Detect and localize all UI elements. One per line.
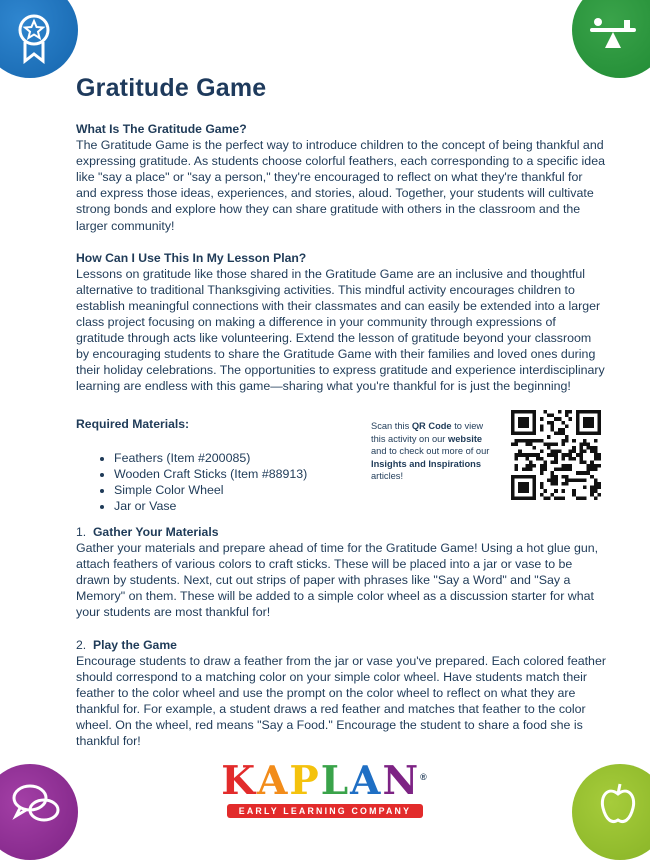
qr-code[interactable] bbox=[511, 410, 601, 500]
speech-badge-corner bbox=[0, 764, 78, 860]
seesaw-icon bbox=[588, 14, 638, 54]
step-title: Gather Your Materials bbox=[92, 525, 219, 539]
step-number: 2. bbox=[76, 637, 87, 652]
qr-text-part: articles! bbox=[371, 471, 404, 481]
section-heading: What Is The Gratitude Game? bbox=[76, 122, 247, 136]
qr-instructions bbox=[371, 420, 496, 483]
list-item: • Simple Color Wheel bbox=[114, 482, 356, 498]
list-item: • Wooden Craft Sticks (Item #88913) bbox=[114, 466, 356, 482]
qr-code-label: QR Code bbox=[411, 421, 452, 431]
section-body: Lessons on gratitude like those shared in the Gratitude Game are an inclusive and thoughtful alternative to traditional Thanksgiving activities. This mindful activity encourages children to establish meaningful connections with their classmates and can easily be extended into a larger class project focusing on making a difference in your community through expressions of gratitude through acts like volunteering. Extend the lesson of gratitude beyond your classroom by encouraging students to share the Gratitude Game with their families and loved ones during their holiday celebrations. The opportunities to express gratitude and experience interdisciplinary learning are endless with this game—sharing what you're thankful for is just the beginning! bbox=[76, 266, 605, 394]
award-ribbon-icon bbox=[14, 12, 54, 64]
apple-icon bbox=[598, 782, 638, 828]
logo-tagline: EARLY LEARNING COMPANY bbox=[227, 804, 423, 818]
materials-heading: Required Materials: bbox=[76, 417, 190, 431]
logo-letter: N bbox=[382, 758, 421, 804]
intro-sections bbox=[76, 121, 606, 395]
logo-letter: L bbox=[320, 758, 351, 804]
logo-letter: A bbox=[350, 758, 383, 804]
section-heading: How Can I Use This In My Lesson Plan? bbox=[76, 250, 307, 265]
logo-letter: K bbox=[221, 758, 258, 804]
logo-letter: A bbox=[257, 758, 290, 804]
materials-list bbox=[76, 450, 356, 514]
list-item: • Feathers (Item #200085) bbox=[114, 450, 356, 466]
website-link[interactable]: website bbox=[448, 433, 483, 444]
registered-mark: ® bbox=[420, 772, 429, 782]
insights-link[interactable]: Insights and Inspirations bbox=[371, 458, 482, 469]
materials-section bbox=[76, 416, 356, 514]
qr-text-part: Scan this bbox=[371, 421, 412, 431]
qr-text-part: and to check out more of our bbox=[371, 446, 490, 456]
apple-badge-corner bbox=[572, 764, 650, 860]
speech-bubbles-icon bbox=[10, 782, 62, 826]
step-heading bbox=[76, 637, 606, 653]
steps-section bbox=[76, 524, 606, 749]
kaplan-logo bbox=[200, 757, 450, 819]
qr-text-part: to view this activity on our bbox=[371, 421, 484, 444]
step-number: 1. bbox=[76, 525, 87, 539]
step-heading bbox=[76, 524, 606, 540]
step-title: Play the Game bbox=[92, 637, 177, 652]
page-title: Gratitude Game bbox=[76, 74, 267, 102]
list-item: • Jar or Vase bbox=[114, 498, 356, 514]
logo-letter: P bbox=[289, 758, 321, 804]
step-body: Gather your materials and prepare ahead of time for the Gratitude Game! Using a hot glue gun, attach feathers of various colors to craft sticks. These will be placed into a jar or vase to be drawn by students. Next, cut out strips of paper with phrases like "Say a Word" and "Say a Memory" on them. These will be added to a simple color wheel as a discussion starter for what your students are most thankful for! bbox=[76, 541, 599, 620]
section-body: The Gratitude Game is the perfect way to introduce children to the concept of being thankful and expressing gratitude. As students choose colorful feathers, each corresponding to a specific idea like "say a place" or "say a person," they're encouraged to reflect on what they're thankful for and express those ideas, experiences, and stories, aloud. Together, your students will cultivate strong bonds and explore how they can share gratitude with others in the classroom and the larger community! bbox=[76, 138, 605, 233]
step-body: Encourage students to draw a feather from the jar or vase you've prepared. Each colored feather should correspond to a matching color on your simple color wheel. Have students match their feather to the color wheel and use the prompt on the color wheel to reflect on what they are thankful for. For example, a student draws a red feather and matches that feather to the color wheel. On the wheel, red means "Say a Food." Encourage the student to share a food she is thankful for! bbox=[76, 653, 606, 749]
logo-wordmark bbox=[200, 757, 450, 804]
award-badge-corner bbox=[0, 0, 78, 78]
seesaw-badge-corner bbox=[572, 0, 650, 78]
